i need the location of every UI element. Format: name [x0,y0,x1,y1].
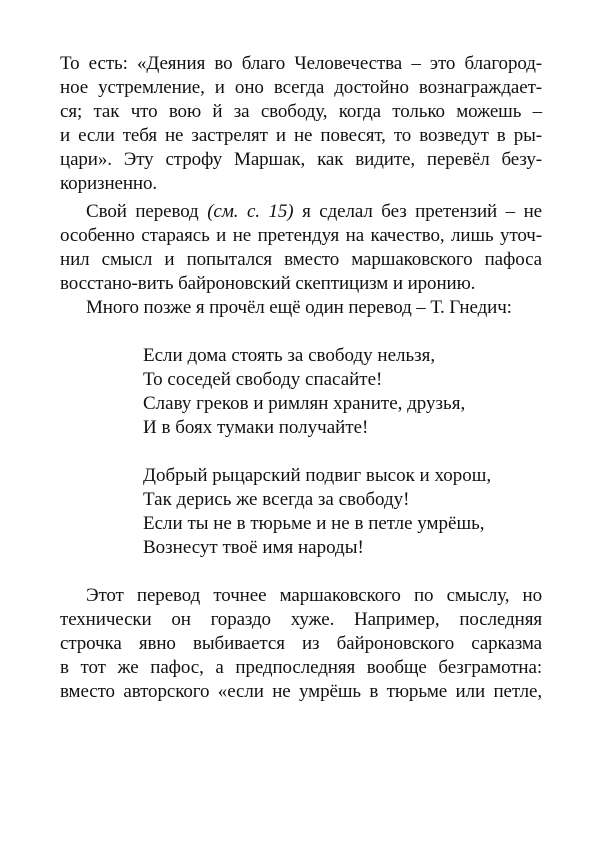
poem-stanza-1-line-1: Если дома стоять за свободу нельзя, [143,345,436,366]
poem-stanza-1-line-4: И в боях тумаки получайте! [143,417,369,438]
poem-stanza-1-line-2: То соседей свободу спасайте! [143,369,383,390]
paragraph-1-line-3: ся; так что вою й за свободу, когда только можешь – [60,101,542,122]
poem-stanza-2-line-4: Вознесут твоё имя народы! [143,537,364,558]
poem-stanza-2-line-3: Если ты не в тюрьме и не в петле умрёшь, [143,513,485,534]
poem-stanza-1-line-3: Славу греков и римлян храните, друзья, [143,393,466,414]
closing-line-4: в тот же пафос, а предпоследняя вообще безграмотна: [60,657,542,678]
paragraph-2-line-1-before: Свой перевод [86,201,208,222]
paragraph-1-line-6: коризненно. [60,173,158,194]
paragraph-1-line-1: То есть: «Деяния во благо Человечества – это благород- [60,53,542,74]
closing-line-5: вместо авторского «если не умрёшь в тюрьме или петле, [60,681,542,702]
paragraph-2-line-1 [86,200,542,224]
paragraph-2-line-4: восстано-вить байроновский скептицизм и иронию. [60,273,476,294]
poem-stanza-2-line-2: Так дерись же всегда за свободу! [143,489,410,510]
closing-line-2: технически он гораздо хуже. Например, последняя [60,609,542,630]
paragraph-1-line-4: и если тебя не застрелят и не повесят, то возведут в ры- [60,125,542,146]
paragraph-1-line-5: цари». Эту строфу Маршак, как видите, перевёл безу- [60,149,542,170]
paragraph-3-line-1: Много позже я прочёл ещё один перевод – Т. Гнедич: [86,297,512,318]
paragraph-2-line-1-after: я сделал без претензий – не [293,201,542,222]
poem-stanza-2-line-1: Добрый рыцарский подвиг высок и хорош, [143,465,492,486]
paragraph-2-line-3: нил смысл и попытался вместо маршаковского пафоса [60,249,542,270]
paragraph-1-line-2: ное устремление, и оно всегда достойно вознаграждает- [60,77,542,98]
paragraph-2-line-2: особенно стараясь и не претендуя на качество, лишь уточ- [60,225,542,246]
page-reference: (см. с. 15) [207,201,294,222]
closing-line-3: строчка явно выбивается из байроновского сарказма [60,633,542,654]
closing-line-1: Этот перевод точнее маршаковского по смыслу, но [86,585,542,606]
